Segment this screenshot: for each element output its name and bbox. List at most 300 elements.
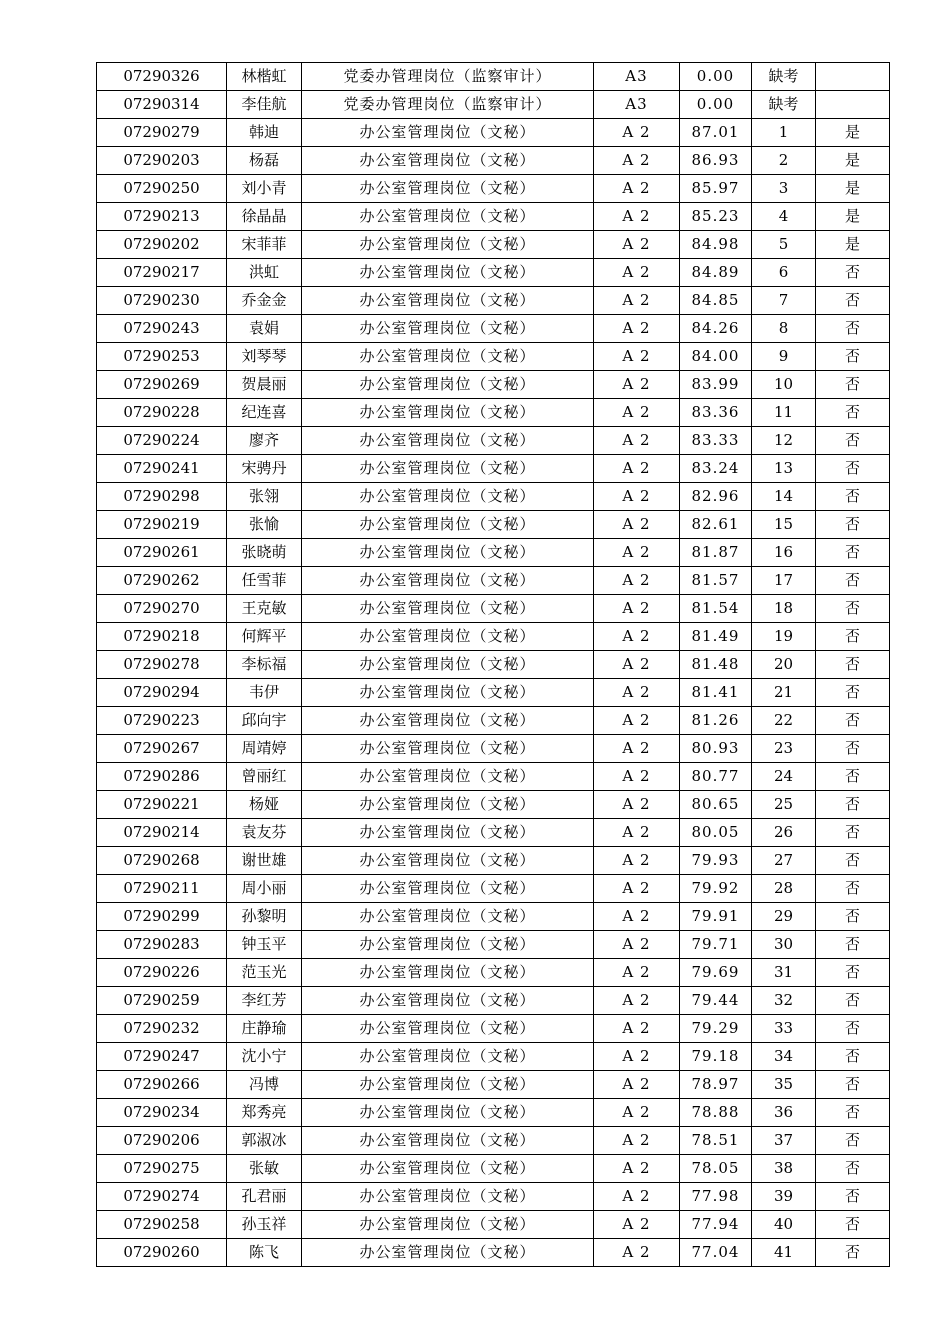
name-cell: 林楷虹 xyxy=(227,63,302,91)
name-cell: 李标福 xyxy=(227,651,302,679)
position-cell: 办公室管理岗位（文秘） xyxy=(302,791,594,819)
name-cell: 陈飞 xyxy=(227,1239,302,1267)
exam-id-cell: 07290270 xyxy=(97,595,227,623)
score-cell: 79.93 xyxy=(680,847,752,875)
post-code-cell: A 2 xyxy=(594,203,680,231)
position-cell: 办公室管理岗位（文秘） xyxy=(302,595,594,623)
results-table-body xyxy=(97,63,890,1267)
position-cell: 办公室管理岗位（文秘） xyxy=(302,875,594,903)
name-cell: 冯博 xyxy=(227,1071,302,1099)
table-row xyxy=(97,819,890,847)
position-cell: 办公室管理岗位（文秘） xyxy=(302,1099,594,1127)
rank-cell: 7 xyxy=(752,287,816,315)
exam-id-cell: 07290260 xyxy=(97,1239,227,1267)
position-cell: 办公室管理岗位（文秘） xyxy=(302,287,594,315)
position-cell: 办公室管理岗位（文秘） xyxy=(302,707,594,735)
score-cell: 78.97 xyxy=(680,1071,752,1099)
exam-id-cell: 07290241 xyxy=(97,455,227,483)
exam-id-cell: 07290243 xyxy=(97,315,227,343)
post-code-cell: A 2 xyxy=(594,1099,680,1127)
name-cell: 庄静瑜 xyxy=(227,1015,302,1043)
table-row xyxy=(97,875,890,903)
exam-id-cell: 07290226 xyxy=(97,959,227,987)
score-cell: 81.49 xyxy=(680,623,752,651)
score-cell: 84.00 xyxy=(680,343,752,371)
score-cell: 79.69 xyxy=(680,959,752,987)
score-cell: 79.29 xyxy=(680,1015,752,1043)
exam-id-cell: 07290283 xyxy=(97,931,227,959)
name-cell: 纪连喜 xyxy=(227,399,302,427)
position-cell: 办公室管理岗位（文秘） xyxy=(302,959,594,987)
interview-flag-cell: 否 xyxy=(816,371,890,399)
post-code-cell: A 2 xyxy=(594,119,680,147)
exam-id-cell: 07290224 xyxy=(97,427,227,455)
position-cell: 办公室管理岗位（文秘） xyxy=(302,1015,594,1043)
name-cell: 杨磊 xyxy=(227,147,302,175)
exam-id-cell: 07290223 xyxy=(97,707,227,735)
table-row xyxy=(97,231,890,259)
exam-id-cell: 07290326 xyxy=(97,63,227,91)
position-cell: 办公室管理岗位（文秘） xyxy=(302,147,594,175)
exam-id-cell: 07290261 xyxy=(97,539,227,567)
rank-cell: 缺考 xyxy=(752,91,816,119)
position-cell: 办公室管理岗位（文秘） xyxy=(302,483,594,511)
name-cell: 周靖婷 xyxy=(227,735,302,763)
table-row xyxy=(97,399,890,427)
position-cell: 党委办管理岗位（监察审计） xyxy=(302,91,594,119)
post-code-cell: A 2 xyxy=(594,623,680,651)
table-row xyxy=(97,623,890,651)
rank-cell: 缺考 xyxy=(752,63,816,91)
rank-cell: 10 xyxy=(752,371,816,399)
exam-id-cell: 07290250 xyxy=(97,175,227,203)
post-code-cell: A 2 xyxy=(594,791,680,819)
post-code-cell: A 2 xyxy=(594,959,680,987)
name-cell: 韦伊 xyxy=(227,679,302,707)
rank-cell: 9 xyxy=(752,343,816,371)
position-cell: 办公室管理岗位（文秘） xyxy=(302,343,594,371)
table-row xyxy=(97,791,890,819)
exam-id-cell: 07290267 xyxy=(97,735,227,763)
rank-cell: 17 xyxy=(752,567,816,595)
position-cell: 办公室管理岗位（文秘） xyxy=(302,763,594,791)
rank-cell: 23 xyxy=(752,735,816,763)
rank-cell: 30 xyxy=(752,931,816,959)
exam-id-cell: 07290202 xyxy=(97,231,227,259)
post-code-cell: A 2 xyxy=(594,595,680,623)
exam-id-cell: 07290247 xyxy=(97,1043,227,1071)
post-code-cell: A 2 xyxy=(594,315,680,343)
table-row xyxy=(97,567,890,595)
position-cell: 办公室管理岗位（文秘） xyxy=(302,903,594,931)
table-row xyxy=(97,287,890,315)
score-cell: 79.44 xyxy=(680,987,752,1015)
post-code-cell: A 2 xyxy=(594,763,680,791)
post-code-cell: A 2 xyxy=(594,1043,680,1071)
exam-id-cell: 07290214 xyxy=(97,819,227,847)
score-cell: 79.18 xyxy=(680,1043,752,1071)
interview-flag-cell: 否 xyxy=(816,483,890,511)
rank-cell: 39 xyxy=(752,1183,816,1211)
exam-id-cell: 07290262 xyxy=(97,567,227,595)
interview-flag-cell: 否 xyxy=(816,819,890,847)
name-cell: 袁娟 xyxy=(227,315,302,343)
exam-id-cell: 07290258 xyxy=(97,1211,227,1239)
name-cell: 袁友芬 xyxy=(227,819,302,847)
name-cell: 刘琴琴 xyxy=(227,343,302,371)
interview-flag-cell: 否 xyxy=(816,679,890,707)
table-row xyxy=(97,63,890,91)
position-cell: 办公室管理岗位（文秘） xyxy=(302,455,594,483)
score-cell: 0.00 xyxy=(680,63,752,91)
score-cell: 83.24 xyxy=(680,455,752,483)
interview-flag-cell: 是 xyxy=(816,147,890,175)
interview-flag-cell: 否 xyxy=(816,763,890,791)
table-row xyxy=(97,903,890,931)
score-cell: 0.00 xyxy=(680,91,752,119)
name-cell: 徐晶晶 xyxy=(227,203,302,231)
post-code-cell: A 2 xyxy=(594,735,680,763)
score-cell: 81.41 xyxy=(680,679,752,707)
exam-id-cell: 07290219 xyxy=(97,511,227,539)
interview-flag-cell xyxy=(816,63,890,91)
name-cell: 洪虹 xyxy=(227,259,302,287)
score-cell: 81.54 xyxy=(680,595,752,623)
post-code-cell: A 2 xyxy=(594,1183,680,1211)
score-cell: 85.97 xyxy=(680,175,752,203)
name-cell: 李佳航 xyxy=(227,91,302,119)
interview-flag-cell: 否 xyxy=(816,1155,890,1183)
post-code-cell: A 2 xyxy=(594,287,680,315)
score-cell: 82.96 xyxy=(680,483,752,511)
exam-id-cell: 07290278 xyxy=(97,651,227,679)
post-code-cell: A 2 xyxy=(594,847,680,875)
rank-cell: 11 xyxy=(752,399,816,427)
score-cell: 77.04 xyxy=(680,1239,752,1267)
post-code-cell: A 2 xyxy=(594,259,680,287)
interview-flag-cell: 否 xyxy=(816,427,890,455)
exam-id-cell: 07290298 xyxy=(97,483,227,511)
score-cell: 83.36 xyxy=(680,399,752,427)
score-cell: 84.89 xyxy=(680,259,752,287)
score-cell: 85.23 xyxy=(680,203,752,231)
interview-flag-cell: 否 xyxy=(816,455,890,483)
name-cell: 廖齐 xyxy=(227,427,302,455)
exam-id-cell: 07290269 xyxy=(97,371,227,399)
name-cell: 沈小宁 xyxy=(227,1043,302,1071)
post-code-cell: A 2 xyxy=(594,1239,680,1267)
table-row xyxy=(97,847,890,875)
interview-flag-cell: 否 xyxy=(816,651,890,679)
score-cell: 82.61 xyxy=(680,511,752,539)
exam-id-cell: 07290221 xyxy=(97,791,227,819)
table-row xyxy=(97,1071,890,1099)
position-cell: 办公室管理岗位（文秘） xyxy=(302,539,594,567)
rank-cell: 41 xyxy=(752,1239,816,1267)
position-cell: 办公室管理岗位（文秘） xyxy=(302,1239,594,1267)
post-code-cell: A 2 xyxy=(594,231,680,259)
exam-id-cell: 07290230 xyxy=(97,287,227,315)
post-code-cell: A 2 xyxy=(594,511,680,539)
name-cell: 贺晨丽 xyxy=(227,371,302,399)
interview-flag-cell xyxy=(816,91,890,119)
position-cell: 办公室管理岗位（文秘） xyxy=(302,399,594,427)
table-row xyxy=(97,1127,890,1155)
position-cell: 办公室管理岗位（文秘） xyxy=(302,1183,594,1211)
position-cell: 办公室管理岗位（文秘） xyxy=(302,371,594,399)
rank-cell: 40 xyxy=(752,1211,816,1239)
name-cell: 邱向宇 xyxy=(227,707,302,735)
table-row xyxy=(97,1015,890,1043)
post-code-cell: A 2 xyxy=(594,1155,680,1183)
interview-flag-cell: 否 xyxy=(816,735,890,763)
name-cell: 乔金金 xyxy=(227,287,302,315)
exam-id-cell: 07290299 xyxy=(97,903,227,931)
table-row xyxy=(97,679,890,707)
score-cell: 77.94 xyxy=(680,1211,752,1239)
exam-id-cell: 07290253 xyxy=(97,343,227,371)
exam-id-cell: 07290217 xyxy=(97,259,227,287)
exam-id-cell: 07290234 xyxy=(97,1099,227,1127)
score-cell: 83.99 xyxy=(680,371,752,399)
rank-cell: 20 xyxy=(752,651,816,679)
rank-cell: 1 xyxy=(752,119,816,147)
score-cell: 84.26 xyxy=(680,315,752,343)
results-table xyxy=(96,62,890,1267)
table-row xyxy=(97,1043,890,1071)
rank-cell: 13 xyxy=(752,455,816,483)
table-row xyxy=(97,315,890,343)
interview-flag-cell: 否 xyxy=(816,539,890,567)
score-cell: 87.01 xyxy=(680,119,752,147)
rank-cell: 16 xyxy=(752,539,816,567)
interview-flag-cell: 否 xyxy=(816,1015,890,1043)
table-row xyxy=(97,707,890,735)
interview-flag-cell: 是 xyxy=(816,231,890,259)
interview-flag-cell: 否 xyxy=(816,1127,890,1155)
rank-cell: 26 xyxy=(752,819,816,847)
interview-flag-cell: 否 xyxy=(816,343,890,371)
rank-cell: 12 xyxy=(752,427,816,455)
rank-cell: 32 xyxy=(752,987,816,1015)
interview-flag-cell: 否 xyxy=(816,847,890,875)
table-row xyxy=(97,119,890,147)
interview-flag-cell: 否 xyxy=(816,287,890,315)
interview-flag-cell: 否 xyxy=(816,511,890,539)
score-cell: 84.85 xyxy=(680,287,752,315)
interview-flag-cell: 否 xyxy=(816,987,890,1015)
score-cell: 80.65 xyxy=(680,791,752,819)
name-cell: 郑秀亮 xyxy=(227,1099,302,1127)
name-cell: 任雪菲 xyxy=(227,567,302,595)
score-cell: 77.98 xyxy=(680,1183,752,1211)
rank-cell: 35 xyxy=(752,1071,816,1099)
rank-cell: 31 xyxy=(752,959,816,987)
post-code-cell: A 2 xyxy=(594,987,680,1015)
score-cell: 86.93 xyxy=(680,147,752,175)
exam-id-cell: 07290218 xyxy=(97,623,227,651)
post-code-cell: A 2 xyxy=(594,147,680,175)
table-row xyxy=(97,1155,890,1183)
interview-flag-cell: 否 xyxy=(816,903,890,931)
position-cell: 办公室管理岗位（文秘） xyxy=(302,679,594,707)
post-code-cell: A 2 xyxy=(594,343,680,371)
post-code-cell: A 2 xyxy=(594,1071,680,1099)
table-row xyxy=(97,259,890,287)
position-cell: 办公室管理岗位（文秘） xyxy=(302,1043,594,1071)
exam-id-cell: 07290275 xyxy=(97,1155,227,1183)
rank-cell: 4 xyxy=(752,203,816,231)
table-row xyxy=(97,1239,890,1267)
rank-cell: 29 xyxy=(752,903,816,931)
name-cell: 刘小青 xyxy=(227,175,302,203)
position-cell: 办公室管理岗位（文秘） xyxy=(302,735,594,763)
position-cell: 办公室管理岗位（文秘） xyxy=(302,511,594,539)
score-cell: 81.26 xyxy=(680,707,752,735)
position-cell: 办公室管理岗位（文秘） xyxy=(302,1211,594,1239)
name-cell: 李红芳 xyxy=(227,987,302,1015)
interview-flag-cell: 否 xyxy=(816,875,890,903)
post-code-cell: A 2 xyxy=(594,455,680,483)
name-cell: 孙黎明 xyxy=(227,903,302,931)
name-cell: 宋骋丹 xyxy=(227,455,302,483)
position-cell: 办公室管理岗位（文秘） xyxy=(302,623,594,651)
interview-flag-cell: 否 xyxy=(816,1071,890,1099)
rank-cell: 21 xyxy=(752,679,816,707)
rank-cell: 38 xyxy=(752,1155,816,1183)
post-code-cell: A 2 xyxy=(594,427,680,455)
score-cell: 84.98 xyxy=(680,231,752,259)
rank-cell: 6 xyxy=(752,259,816,287)
table-row xyxy=(97,175,890,203)
post-code-cell: A 2 xyxy=(594,903,680,931)
name-cell: 范玉光 xyxy=(227,959,302,987)
interview-flag-cell: 否 xyxy=(816,623,890,651)
name-cell: 韩迪 xyxy=(227,119,302,147)
exam-id-cell: 07290232 xyxy=(97,1015,227,1043)
exam-id-cell: 07290228 xyxy=(97,399,227,427)
exam-id-cell: 07290206 xyxy=(97,1127,227,1155)
position-cell: 办公室管理岗位（文秘） xyxy=(302,259,594,287)
interview-flag-cell: 否 xyxy=(816,1043,890,1071)
rank-cell: 14 xyxy=(752,483,816,511)
interview-flag-cell: 否 xyxy=(816,931,890,959)
exam-id-cell: 07290268 xyxy=(97,847,227,875)
name-cell: 谢世雄 xyxy=(227,847,302,875)
table-row xyxy=(97,427,890,455)
interview-flag-cell: 否 xyxy=(816,567,890,595)
interview-flag-cell: 否 xyxy=(816,1239,890,1267)
table-row xyxy=(97,343,890,371)
post-code-cell: A3 xyxy=(594,63,680,91)
interview-flag-cell: 否 xyxy=(816,259,890,287)
post-code-cell: A 2 xyxy=(594,1015,680,1043)
post-code-cell: A3 xyxy=(594,91,680,119)
post-code-cell: A 2 xyxy=(594,707,680,735)
post-code-cell: A 2 xyxy=(594,651,680,679)
score-cell: 79.92 xyxy=(680,875,752,903)
post-code-cell: A 2 xyxy=(594,175,680,203)
interview-flag-cell: 否 xyxy=(816,399,890,427)
name-cell: 张敏 xyxy=(227,1155,302,1183)
post-code-cell: A 2 xyxy=(594,1211,680,1239)
score-cell: 78.88 xyxy=(680,1099,752,1127)
table-row xyxy=(97,455,890,483)
position-cell: 办公室管理岗位（文秘） xyxy=(302,847,594,875)
name-cell: 宋菲菲 xyxy=(227,231,302,259)
rank-cell: 19 xyxy=(752,623,816,651)
rank-cell: 3 xyxy=(752,175,816,203)
name-cell: 孔君丽 xyxy=(227,1183,302,1211)
rank-cell: 37 xyxy=(752,1127,816,1155)
score-cell: 78.05 xyxy=(680,1155,752,1183)
post-code-cell: A 2 xyxy=(594,819,680,847)
post-code-cell: A 2 xyxy=(594,399,680,427)
table-row xyxy=(97,203,890,231)
rank-cell: 27 xyxy=(752,847,816,875)
table-row xyxy=(97,1211,890,1239)
rank-cell: 28 xyxy=(752,875,816,903)
name-cell: 钟玉平 xyxy=(227,931,302,959)
table-row xyxy=(97,595,890,623)
post-code-cell: A 2 xyxy=(594,539,680,567)
interview-flag-cell: 否 xyxy=(816,1099,890,1127)
name-cell: 曾丽红 xyxy=(227,763,302,791)
name-cell: 张翎 xyxy=(227,483,302,511)
rank-cell: 34 xyxy=(752,1043,816,1071)
exam-id-cell: 07290211 xyxy=(97,875,227,903)
position-cell: 党委办管理岗位（监察审计） xyxy=(302,63,594,91)
post-code-cell: A 2 xyxy=(594,1127,680,1155)
interview-flag-cell: 否 xyxy=(816,959,890,987)
position-cell: 办公室管理岗位（文秘） xyxy=(302,231,594,259)
table-row xyxy=(97,959,890,987)
rank-cell: 5 xyxy=(752,231,816,259)
rank-cell: 33 xyxy=(752,1015,816,1043)
table-row xyxy=(97,539,890,567)
score-cell: 83.33 xyxy=(680,427,752,455)
position-cell: 办公室管理岗位（文秘） xyxy=(302,315,594,343)
table-row xyxy=(97,483,890,511)
interview-flag-cell: 否 xyxy=(816,1183,890,1211)
score-cell: 80.93 xyxy=(680,735,752,763)
name-cell: 张愉 xyxy=(227,511,302,539)
score-cell: 79.71 xyxy=(680,931,752,959)
interview-flag-cell: 否 xyxy=(816,707,890,735)
interview-flag-cell: 是 xyxy=(816,175,890,203)
interview-flag-cell: 否 xyxy=(816,791,890,819)
exam-id-cell: 07290266 xyxy=(97,1071,227,1099)
rank-cell: 2 xyxy=(752,147,816,175)
name-cell: 王克敏 xyxy=(227,595,302,623)
rank-cell: 36 xyxy=(752,1099,816,1127)
rank-cell: 18 xyxy=(752,595,816,623)
interview-flag-cell: 否 xyxy=(816,595,890,623)
post-code-cell: A 2 xyxy=(594,875,680,903)
rank-cell: 15 xyxy=(752,511,816,539)
interview-flag-cell: 否 xyxy=(816,315,890,343)
position-cell: 办公室管理岗位（文秘） xyxy=(302,651,594,679)
exam-id-cell: 07290294 xyxy=(97,679,227,707)
post-code-cell: A 2 xyxy=(594,483,680,511)
table-row xyxy=(97,735,890,763)
position-cell: 办公室管理岗位（文秘） xyxy=(302,819,594,847)
post-code-cell: A 2 xyxy=(594,679,680,707)
position-cell: 办公室管理岗位（文秘） xyxy=(302,567,594,595)
position-cell: 办公室管理岗位（文秘） xyxy=(302,427,594,455)
rank-cell: 25 xyxy=(752,791,816,819)
table-row xyxy=(97,1183,890,1211)
